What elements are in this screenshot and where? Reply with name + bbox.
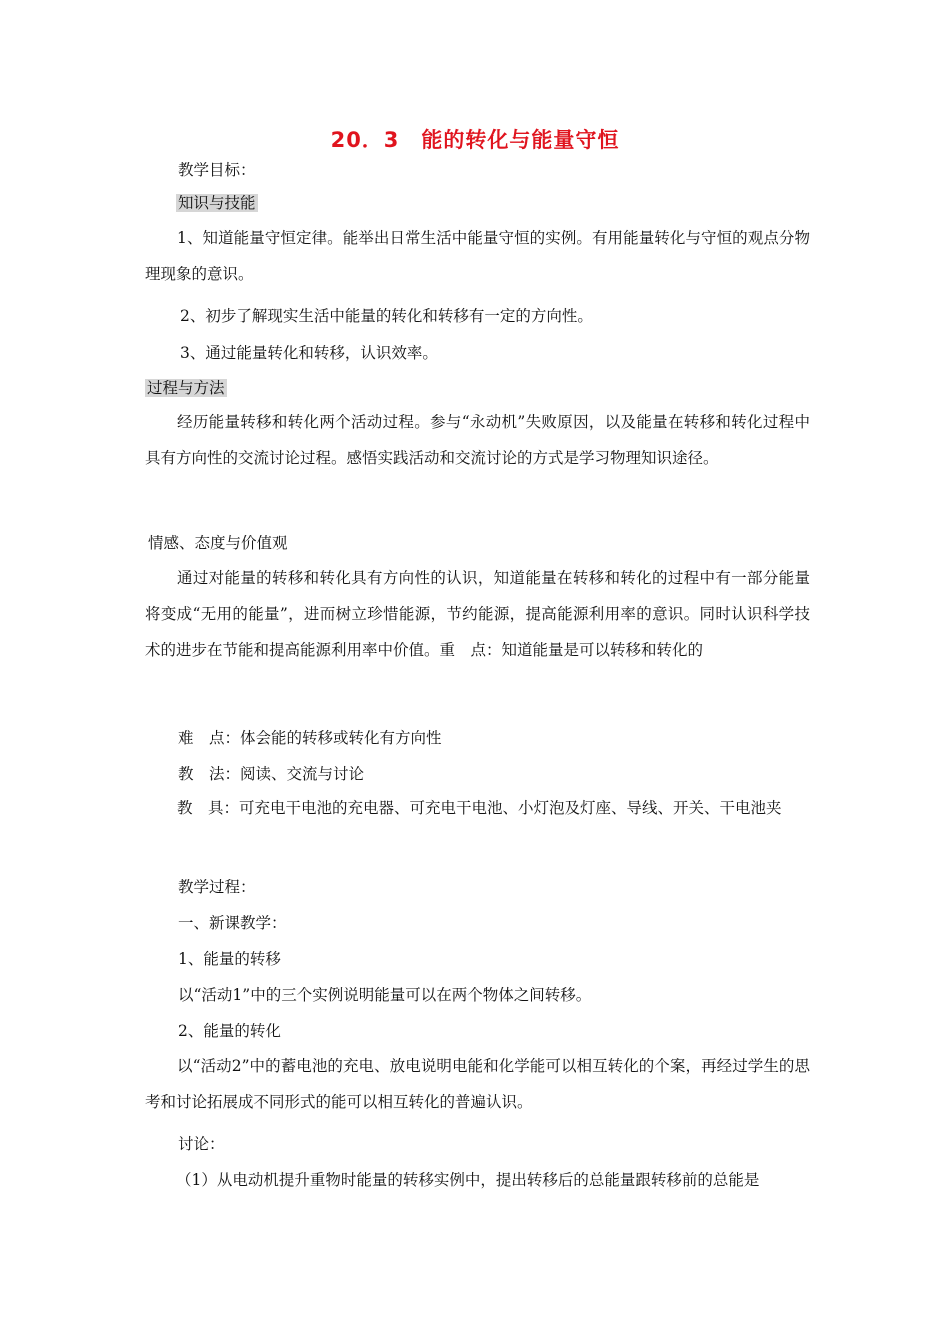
discussion-title: 讨论： (178, 1135, 225, 1153)
method-line: 教 法：阅读、交流与讨论 (178, 765, 365, 783)
transfer-text: 以“活动1”中的三个实例说明能量可以在两个物体之间转移。 (178, 986, 592, 1004)
process-title: 教学过程： (178, 878, 256, 896)
emotion-heading: 情感、态度与价值观 (148, 534, 288, 552)
tools-paragraph: 教 具：可充电干电池的充电器、可充电干电池、小灯泡及灯座、导线、开关、干电池夹 (177, 799, 782, 817)
process-heading-text: 过程与方法 (147, 379, 225, 397)
conversion-paragraph: 以“活动2”中的蓄电池的充电、放电说明电能和化学能可以相互转化的个案，再经过学生的思考和讨论拓展成不同形式的能可以相互转化的普遍认识。 (145, 1057, 810, 1111)
emotion-paragraph: 通过对能量的转移和转化具有方向性的认识，知道能量在转移和转化的过程中有一部分能量将变成“无用的能量”，进而树立珍惜能源，节约能源，提高能源利用率的意识。同时认识科学技术的进步在节能和提高能源利用率中价值。重 点：知道能量是可以转移和转化的 (145, 569, 810, 659)
knowledge-heading (176, 193, 258, 213)
process-heading (145, 378, 227, 398)
knowledge-item-1: 1、知道能量守恒定律。能举出日常生活中能量守恒的实例。有用能量转化与守恒的观点分物理现象的意识。 (145, 229, 810, 283)
conversion-title: 2、能量的转化 (178, 1022, 281, 1040)
knowledge-item-3: 3、通过能量转化和转移，认识效率。 (180, 344, 438, 362)
process-paragraph: 经历能量转移和转化两个活动过程。参与“永动机”失败原因，以及能量在转移和转化过程中具有方向性的交流讨论过程。感悟实践活动和交流讨论的方式是学习物理知识途径。 (145, 413, 810, 467)
goals-heading: 教学目标： (178, 161, 256, 179)
knowledge-heading-text: 知识与技能 (178, 194, 256, 212)
knowledge-item-2: 2、初步了解现实生活中能量的转化和转移有一定的方向性。 (180, 307, 593, 325)
section-one-heading: 一、新课教学： (178, 914, 287, 932)
page-title: 20．3 能的转化与能量守恒 (330, 128, 620, 152)
difficulty-line: 难 点：体会能的转移或转化有方向性 (178, 729, 442, 747)
transfer-title: 1、能量的转移 (178, 950, 281, 968)
discussion-item-1: （1）从电动机提升重物时能量的转移实例中，提出转移后的总能量跟转移前的总能是 (176, 1171, 760, 1189)
